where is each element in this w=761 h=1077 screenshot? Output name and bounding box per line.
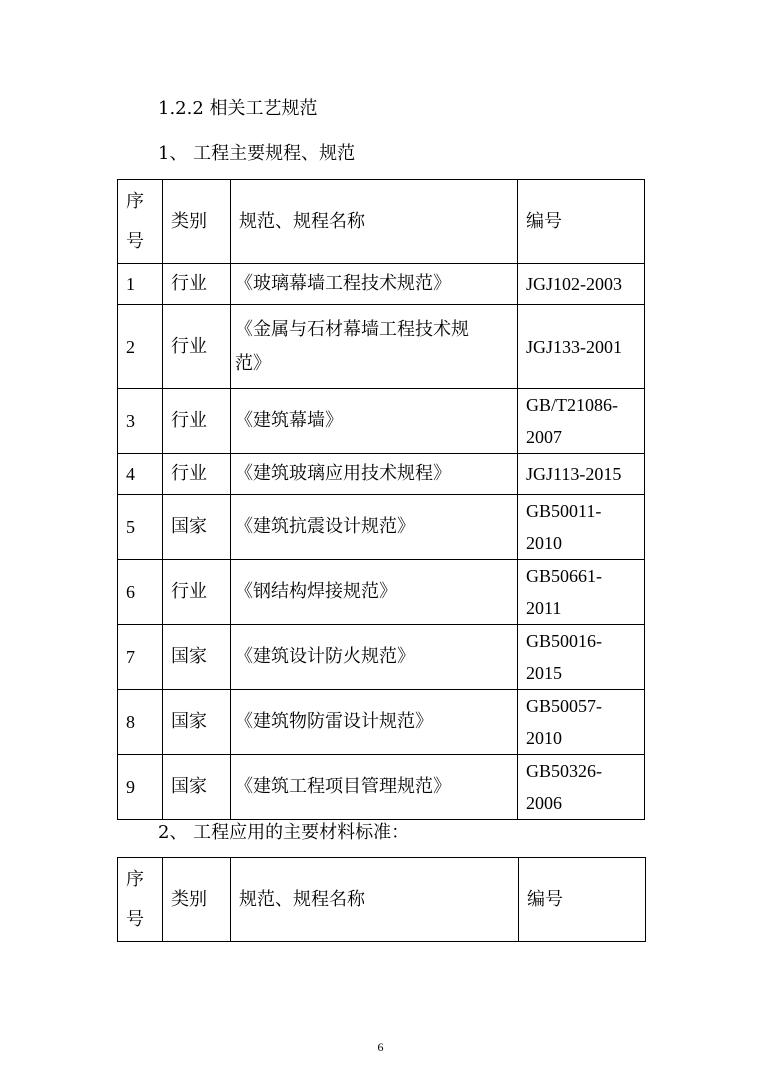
row-name: 《建筑物防雷设计规范》 <box>231 690 518 755</box>
header-code: 编号 <box>518 180 645 264</box>
row-category: 行业 <box>163 305 231 389</box>
table-row <box>118 560 645 625</box>
row-index: 5 <box>118 495 163 560</box>
row-code: JGJ133-2001 <box>518 305 645 389</box>
header-name: 规范、规程名称 <box>231 180 518 264</box>
header-index: 序号 <box>118 858 163 942</box>
row-code: GB/T21086-2007 <box>518 389 645 454</box>
row-index: 8 <box>118 690 163 755</box>
header-index: 序号 <box>118 180 163 264</box>
row-index: 7 <box>118 625 163 690</box>
row-code: GB50057-2010 <box>518 690 645 755</box>
row-category: 国家 <box>163 495 231 560</box>
row-name: 《金属与石材幕墙工程技术规范》 <box>231 305 518 389</box>
page-number: 6 <box>377 1040 384 1054</box>
table-row <box>118 305 645 389</box>
row-code: GB50326-2006 <box>518 755 645 820</box>
row-index: 4 <box>118 454 163 495</box>
table-row <box>118 264 645 305</box>
row-code: GB50661-2011 <box>518 560 645 625</box>
row-category: 国家 <box>163 690 231 755</box>
standards-table-1 <box>117 179 645 820</box>
row-category: 行业 <box>163 454 231 495</box>
table-row <box>118 755 645 820</box>
row-name: 《玻璃幕墙工程技术规范》 <box>231 264 518 305</box>
row-index: 2 <box>118 305 163 389</box>
row-name: 《建筑玻璃应用技术规程》 <box>231 454 518 495</box>
table-row <box>118 495 645 560</box>
row-index: 3 <box>118 389 163 454</box>
subsection-1-title: 1、 工程主要规程、规范 <box>158 143 356 164</box>
row-index: 9 <box>118 755 163 820</box>
row-name: 《建筑工程项目管理规范》 <box>231 755 518 820</box>
header-category: 类别 <box>163 180 231 264</box>
table-header-row <box>118 858 646 942</box>
row-name: 《建筑设计防火规范》 <box>231 625 518 690</box>
row-name: 《钢结构焊接规范》 <box>231 560 518 625</box>
standards-table-2 <box>117 857 646 942</box>
table-header-row <box>118 180 645 264</box>
row-category: 行业 <box>163 560 231 625</box>
row-name: 《建筑抗震设计规范》 <box>231 495 518 560</box>
row-category: 行业 <box>163 264 231 305</box>
table-row <box>118 389 645 454</box>
header-category: 类别 <box>163 858 231 942</box>
row-category: 国家 <box>163 625 231 690</box>
table-row <box>118 625 645 690</box>
row-code: JGJ102-2003 <box>518 264 645 305</box>
table-row <box>118 690 645 755</box>
row-code: GB50011-2010 <box>518 495 645 560</box>
row-index: 6 <box>118 560 163 625</box>
table-row <box>118 454 645 495</box>
header-name: 规范、规程名称 <box>231 858 519 942</box>
header-code: 编号 <box>519 858 646 942</box>
row-code: GB50016-2015 <box>518 625 645 690</box>
row-category: 国家 <box>163 755 231 820</box>
subsection-2-title: 2、 工程应用的主要材料标准： <box>158 822 410 843</box>
row-name: 《建筑幕墙》 <box>231 389 518 454</box>
row-code: JGJ113-2015 <box>518 454 645 495</box>
row-index: 1 <box>118 264 163 305</box>
section-title: 1.2.2 相关工艺规范 <box>158 98 318 119</box>
row-category: 行业 <box>163 389 231 454</box>
